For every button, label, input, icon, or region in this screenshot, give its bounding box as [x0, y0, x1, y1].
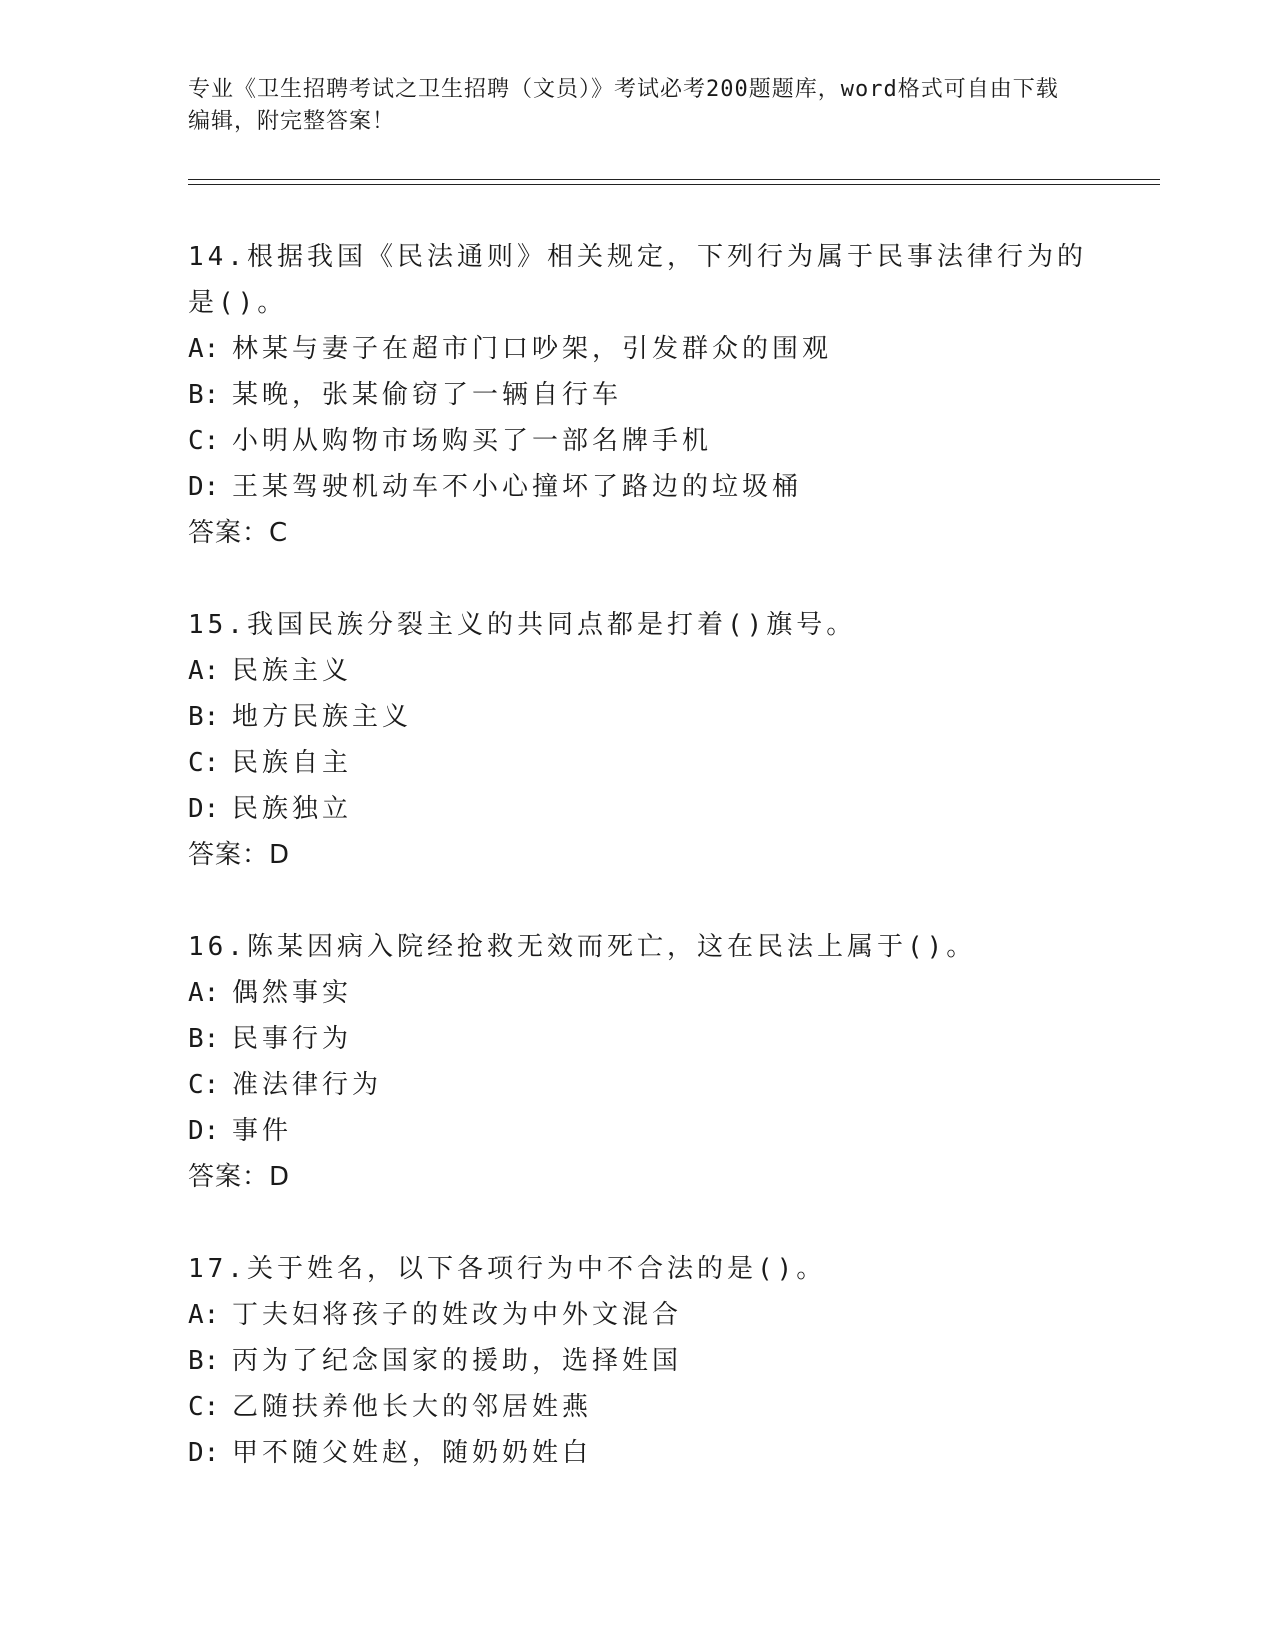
- option-b: [188, 372, 1088, 418]
- question-17: [188, 1246, 1088, 1476]
- option-text: 丁夫妇将孩子的姓改为中外文混合: [232, 1300, 683, 1330]
- option-text: 民族独立: [232, 794, 353, 824]
- option-key: D:: [188, 794, 220, 824]
- answer-line: 答案：D: [188, 1162, 291, 1192]
- option-text: 小明从购物市场购买了一部名牌手机: [232, 426, 713, 456]
- option-d: [188, 786, 1088, 832]
- option-key: B:: [188, 1346, 220, 1376]
- option-key: A:: [188, 334, 220, 364]
- option-text: 地方民族主义: [232, 702, 413, 732]
- option-c: [188, 1384, 1088, 1430]
- question-stem: 15.我国民族分裂主义的共同点都是打着()旗号。: [188, 610, 857, 640]
- option-key: C:: [188, 426, 220, 456]
- option-a: [188, 1292, 1088, 1338]
- option-a: [188, 648, 1088, 694]
- option-b: [188, 694, 1088, 740]
- option-text: 某晚，张某偷窃了一辆自行车: [232, 380, 623, 410]
- option-b: [188, 1338, 1088, 1384]
- option-d: [188, 1430, 1088, 1476]
- option-key: C:: [188, 1392, 220, 1422]
- option-text: 丙为了纪念国家的援助，选择姓国: [232, 1346, 683, 1376]
- option-key: D:: [188, 1116, 220, 1146]
- option-c: [188, 740, 1088, 786]
- option-c: [188, 1062, 1088, 1108]
- document-header: 专业《卫生招聘考试之卫生招聘（文员）》考试必考200题题库，word格式可自由下载编辑，附完整答案！: [188, 77, 1059, 134]
- option-key: C:: [188, 1070, 220, 1100]
- question-stem: 17.关于姓名，以下各项行为中不合法的是()。: [188, 1254, 827, 1284]
- option-a: [188, 970, 1088, 1016]
- question-stem: 14.根据我国《民法通则》相关规定，下列行为属于民事法律行为的是()。: [188, 242, 1087, 318]
- option-c: [188, 418, 1088, 464]
- option-text: 民族自主: [232, 748, 353, 778]
- option-text: 事件: [232, 1116, 293, 1146]
- option-key: B:: [188, 380, 220, 410]
- option-b: [188, 1016, 1088, 1062]
- option-key: D:: [188, 1438, 220, 1468]
- option-key: C:: [188, 748, 220, 778]
- option-key: A:: [188, 978, 220, 1008]
- option-d: [188, 464, 1088, 510]
- option-text: 民族主义: [232, 656, 353, 686]
- option-text: 乙随扶养他长大的邻居姓燕: [232, 1392, 593, 1422]
- option-text: 准法律行为: [232, 1070, 383, 1100]
- option-key: B:: [188, 702, 220, 732]
- option-d: [188, 1108, 1088, 1154]
- question-15: [188, 602, 1088, 878]
- option-key: B:: [188, 1024, 220, 1054]
- option-key: D:: [188, 472, 220, 502]
- option-a: [188, 326, 1088, 372]
- option-text: 偶然事实: [232, 978, 353, 1008]
- option-text: 林某与妻子在超市门口吵架，引发群众的围观: [232, 334, 833, 364]
- header-divider-bottom: [188, 184, 1160, 185]
- option-text: 民事行为: [232, 1024, 353, 1054]
- option-text: 王某驾驶机动车不小心撞坏了路边的垃圾桶: [232, 472, 803, 502]
- header-divider-top: [188, 179, 1160, 180]
- option-key: A:: [188, 656, 220, 686]
- answer-line: 答案：D: [188, 840, 291, 870]
- answer-line: 答案：C: [188, 518, 289, 548]
- option-text: 甲不随父姓赵，随奶奶姓白: [232, 1438, 593, 1468]
- question-stem: 16.陈某因病入院经抢救无效而死亡，这在民法上属于()。: [188, 932, 977, 962]
- option-key: A:: [188, 1300, 220, 1330]
- question-16: [188, 924, 1088, 1200]
- question-14: [188, 234, 1088, 556]
